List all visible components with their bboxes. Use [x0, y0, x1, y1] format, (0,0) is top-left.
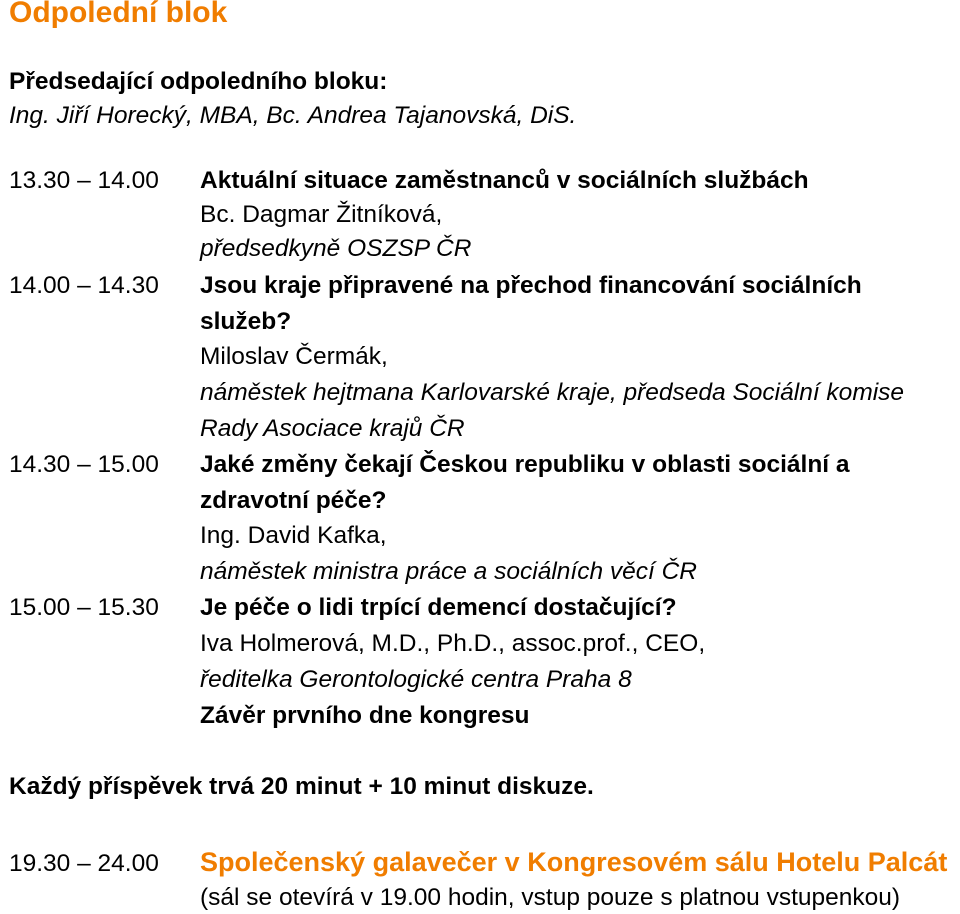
session-role: náměstek hejtmana Karlovarské kraje, předseda Sociální komise — [200, 379, 905, 406]
session-role: ředitelka Gerontologické centra Praha 8 — [200, 666, 632, 693]
session-speaker: Bc. Dagmar Žitníková, — [200, 201, 443, 228]
session-title: Aktuální situace zaměstnanců v sociálních službách — [200, 167, 809, 194]
chairs-names: Ing. Jiří Horecký, MBA, Bc. Andrea Tajanovská, DiS. — [9, 102, 577, 129]
session-title: Jaké změny čekají Českou republiku v oblasti sociální a — [200, 451, 850, 478]
session-title: Jsou kraje připravené na přechod financování sociálních — [200, 272, 862, 299]
session-title-cont: zdravotní péče? — [200, 487, 387, 514]
session-role: náměstek ministra práce a sociálních věcí ČR — [200, 558, 697, 585]
session-time: 15.00 – 15.30 — [9, 594, 159, 621]
evening-note: (sál se otevírá v 19.00 hodin, vstup pouze s platnou vstupenkou) — [200, 884, 901, 911]
session-time: 14.00 – 14.30 — [9, 272, 159, 299]
session-title: Je péče o lidi trpící demencí dostačující? — [200, 594, 677, 621]
session-title-cont: služeb? — [200, 308, 292, 335]
session-time: 14.30 – 15.00 — [9, 451, 159, 478]
session-speaker: Ing. David Kafka, — [200, 522, 387, 549]
duration-note: Každý příspěvek trvá 20 minut + 10 minut diskuze. — [9, 773, 594, 800]
session-time: 13.30 – 14.00 — [9, 167, 159, 194]
evening-time: 19.30 – 24.00 — [9, 850, 159, 877]
closing-remark: Závěr prvního dne kongresu — [200, 702, 530, 729]
session-role: předsedkyně OSZSP ČR — [200, 235, 472, 262]
session-speaker: Miloslav Čermák, — [200, 343, 388, 370]
page-title: Odpolední blok — [9, 0, 228, 29]
chairs-label: Předsedající odpoledního bloku: — [9, 68, 388, 95]
session-role-cont: Rady Asociace krajů ČR — [200, 415, 465, 442]
evening-title: Společenský galavečer v Kongresovém sálu Hotelu Palcát — [200, 847, 948, 877]
session-speaker: Iva Holmerová, M.D., Ph.D., assoc.prof., CEO, — [200, 630, 706, 657]
